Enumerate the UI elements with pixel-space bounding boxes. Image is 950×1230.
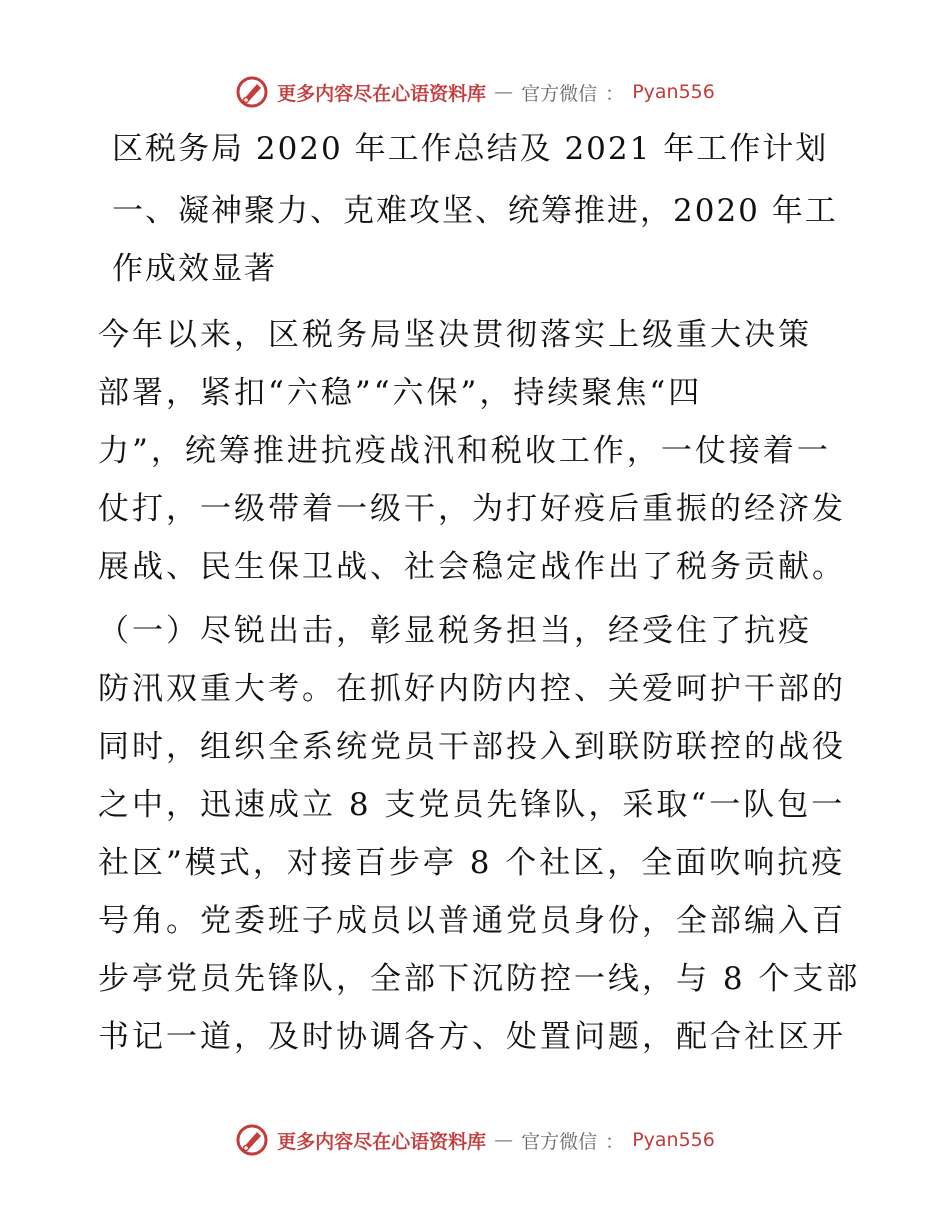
paragraph-line: 社区”模式，对接百步亭 8 个社区，全面吹响抗疫 (98, 845, 846, 881)
paragraph-intro (98, 306, 858, 596)
watermark-site-name: 更多内容尽在心语资料库 (277, 82, 487, 105)
paragraph-line: （一）尽锐出击，彰显税务担当，经受住了抗疫 (98, 613, 812, 649)
watermark-footer (0, 1118, 950, 1162)
paragraph-line: 同时，组织全系统党员干部投入到联防联控的战役 (98, 729, 846, 765)
watermark-site-name: 更多内容尽在心语资料库 (277, 1130, 487, 1153)
watermark-official-label: 官方微信 (521, 82, 598, 105)
watermark-separator: — (494, 1129, 514, 1151)
watermark-colon: ： (605, 82, 625, 105)
watermark-official-label: 官方微信 (521, 1130, 598, 1153)
paragraph-section-one (98, 602, 861, 1066)
watermark-header (0, 70, 950, 114)
paragraph-line: 防汛双重大考。在抓好内防内控、关爱呵护干部的 (98, 671, 846, 707)
watermark-separator: — (494, 81, 514, 103)
document-body (98, 120, 861, 1072)
paragraph-line: 今年以来，区税务局坚决贯彻落实上级重大决策 (98, 317, 812, 353)
paragraph-line: 力”，统筹推进抗疫战汛和税收工作，一仗接着一 (98, 433, 831, 469)
pen-logo-icon (235, 75, 269, 109)
heading-line: 一、凝神聚力、克难攻坚、统筹推进，2020 年工 (112, 193, 838, 229)
paragraph-line: 仗打，一级带着一级干，为打好疫后重振的经济发 (98, 491, 846, 527)
watermark-wechat-id: Pyan556 (632, 1129, 715, 1151)
section-heading (98, 182, 858, 298)
paragraph-line: 之中，迅速成立 8 支党员先锋队，采取“一队包一 (98, 787, 846, 823)
paragraph-line: 部署，紧扣“六稳”“六保”，持续聚焦“四 (98, 375, 703, 411)
watermark-wechat-id: Pyan556 (632, 81, 715, 103)
watermark-colon: ： (605, 1130, 625, 1153)
paragraph-line: 书记一道，及时协调各方、处置问题，配合社区开 (98, 1019, 846, 1055)
pen-logo-icon (235, 1123, 269, 1157)
heading-line: 作成效显著 (112, 251, 277, 287)
paragraph-line: 步亭党员先锋队，全部下沉防控一线，与 8 个支部 (98, 961, 861, 997)
paragraph-line: 号角。党委班子成员以普通党员身份，全部编入百 (98, 903, 846, 939)
paragraph-line: 展战、民生保卫战、社会稳定战作出了税务贡献。 (98, 549, 846, 585)
document-title: 区税务局 2020 年工作总结及 2021 年工作计划 (112, 131, 829, 167)
